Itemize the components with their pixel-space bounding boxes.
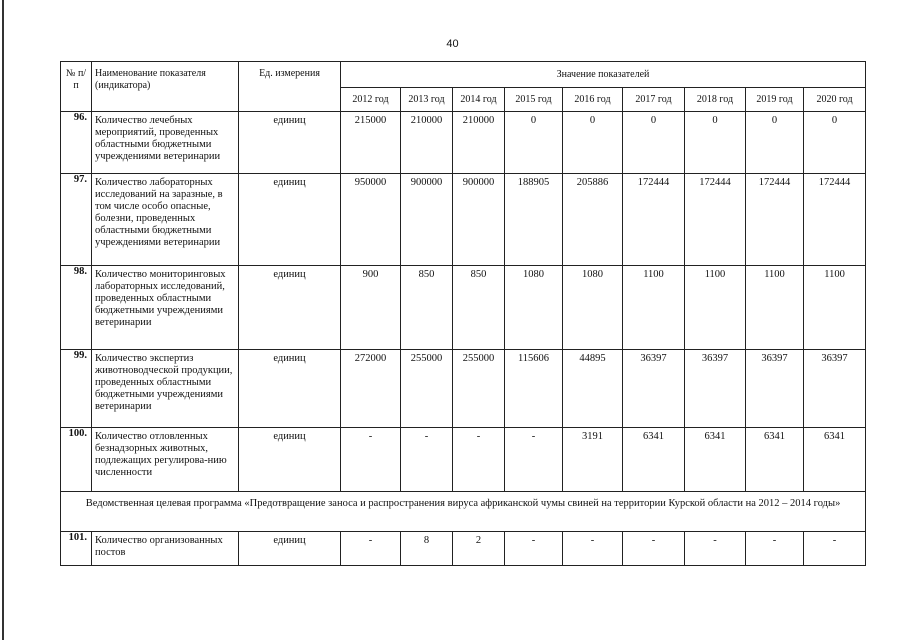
value-cell: 0	[746, 112, 804, 174]
table-row	[61, 532, 866, 566]
unit-cell: единиц	[239, 428, 341, 492]
value-cell: 172444	[685, 174, 746, 266]
header-year: 2015 год	[505, 88, 563, 112]
header-year: 2016 год	[563, 88, 623, 112]
indicator-name: Количество отловленных безнадзорных животных, подлежащих регулирова-нию численности	[92, 428, 239, 492]
value-cell: 215000	[341, 112, 401, 174]
value-cell: 0	[563, 112, 623, 174]
value-cell: 36397	[804, 350, 866, 428]
row-number: 97.	[61, 174, 92, 266]
value-cell: 115606	[505, 350, 563, 428]
value-cell: 1100	[746, 266, 804, 350]
value-cell: 1100	[685, 266, 746, 350]
header-year: 2017 год	[623, 88, 685, 112]
value-cell: -	[453, 428, 505, 492]
page-edge-line	[2, 0, 4, 640]
value-cell: 0	[804, 112, 866, 174]
table-row	[61, 174, 866, 266]
header-row-1	[61, 62, 866, 88]
value-cell: 0	[623, 112, 685, 174]
value-cell: 8	[401, 532, 453, 566]
value-cell: -	[505, 428, 563, 492]
value-cell: 6341	[746, 428, 804, 492]
value-cell: 255000	[453, 350, 505, 428]
value-cell: 172444	[623, 174, 685, 266]
header-unit: Ед. измерения	[239, 62, 341, 112]
program-row	[61, 492, 866, 532]
value-cell: 1100	[623, 266, 685, 350]
row-number: 96.	[61, 112, 92, 174]
row-number: 99.	[61, 350, 92, 428]
value-cell: 172444	[746, 174, 804, 266]
row-number: 98.	[61, 266, 92, 350]
value-cell: 950000	[341, 174, 401, 266]
value-cell: -	[505, 532, 563, 566]
header-year: 2012 год	[341, 88, 401, 112]
value-cell: 900000	[401, 174, 453, 266]
indicators-table	[60, 61, 866, 566]
value-cell: 210000	[453, 112, 505, 174]
value-cell: 850	[401, 266, 453, 350]
page-number: 40	[446, 38, 459, 50]
row-number: 101.	[61, 532, 92, 566]
value-cell: 205886	[563, 174, 623, 266]
value-cell: 172444	[804, 174, 866, 266]
value-cell: 44895	[563, 350, 623, 428]
value-cell: 36397	[746, 350, 804, 428]
value-cell: 0	[505, 112, 563, 174]
value-cell: 3191	[563, 428, 623, 492]
indicator-name: Количество экспертиз животноводческой продукции, проведенных областными бюджетными учреждениями ветеринарии	[92, 350, 239, 428]
indicator-name: Количество лабораторных исследований на заразные, в том числе особо опасные, болезни, проведенных областными бюджетными учреждениями ветеринарии	[92, 174, 239, 266]
row-number: 100.	[61, 428, 92, 492]
value-cell: 0	[685, 112, 746, 174]
value-cell: -	[341, 532, 401, 566]
value-cell: 900000	[453, 174, 505, 266]
header-year: 2013 год	[401, 88, 453, 112]
header-values: Значение показателей	[341, 62, 866, 88]
indicator-name: Количество лечебных мероприятий, проведенных областными бюджетными учреждениями ветеринарии	[92, 112, 239, 174]
unit-cell: единиц	[239, 532, 341, 566]
value-cell: -	[341, 428, 401, 492]
header-year: 2019 год	[746, 88, 804, 112]
table-row	[61, 350, 866, 428]
value-cell: -	[623, 532, 685, 566]
unit-cell: единиц	[239, 174, 341, 266]
table-row	[61, 266, 866, 350]
program-title: Ведомственная целевая программа «Предотвращение заноса и распространения вируса африканской чумы свиней на территории Курской области на 2012 – 2014 годы»	[61, 492, 866, 532]
value-cell: 6341	[623, 428, 685, 492]
value-cell: 2	[453, 532, 505, 566]
value-cell: 6341	[804, 428, 866, 492]
value-cell: 255000	[401, 350, 453, 428]
value-cell: 1080	[563, 266, 623, 350]
value-cell: -	[746, 532, 804, 566]
indicator-name: Количество организованных постов	[92, 532, 239, 566]
value-cell: -	[401, 428, 453, 492]
unit-cell: единиц	[239, 266, 341, 350]
value-cell: 900	[341, 266, 401, 350]
value-cell: 1080	[505, 266, 563, 350]
value-cell: -	[563, 532, 623, 566]
unit-cell: единиц	[239, 350, 341, 428]
table-row	[61, 428, 866, 492]
header-year: 2014 год	[453, 88, 505, 112]
indicator-name: Количество мониторинговых лабораторных исследований, проведенных областными бюджетными учреждениями ветеринарии	[92, 266, 239, 350]
value-cell: 36397	[623, 350, 685, 428]
unit-cell: единиц	[239, 112, 341, 174]
header-name: Наименование показателя (индикатора)	[92, 62, 239, 112]
table-row	[61, 112, 866, 174]
value-cell: -	[685, 532, 746, 566]
value-cell: 188905	[505, 174, 563, 266]
header-num: № п/п	[61, 62, 92, 112]
header-year: 2020 год	[804, 88, 866, 112]
value-cell: 6341	[685, 428, 746, 492]
value-cell: 36397	[685, 350, 746, 428]
value-cell: 272000	[341, 350, 401, 428]
header-year: 2018 год	[685, 88, 746, 112]
value-cell: -	[804, 532, 866, 566]
value-cell: 850	[453, 266, 505, 350]
value-cell: 210000	[401, 112, 453, 174]
value-cell: 1100	[804, 266, 866, 350]
